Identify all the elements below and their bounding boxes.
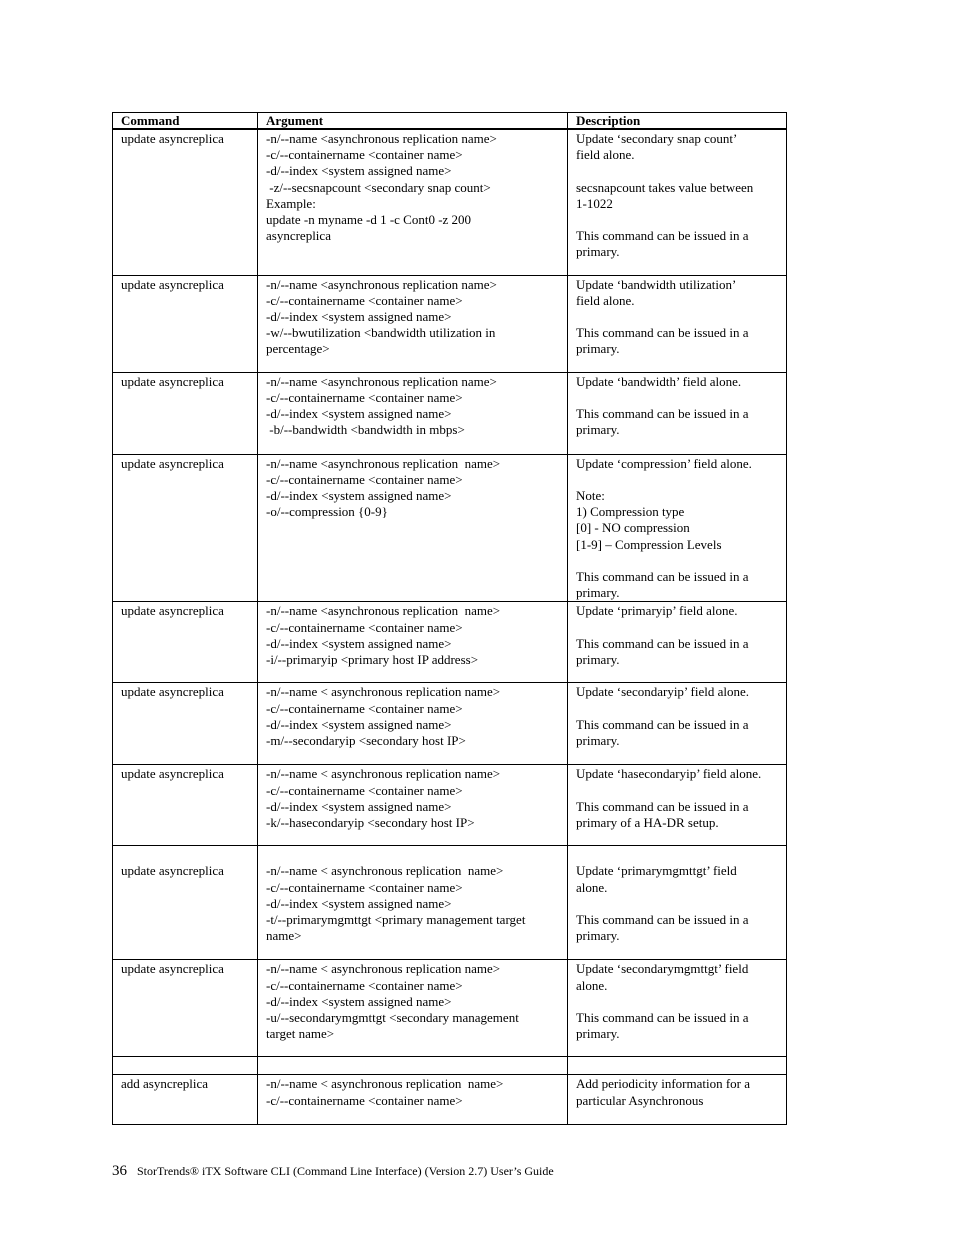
table-row	[113, 129, 787, 275]
description-line: Update ‘secondary snap count’	[576, 131, 738, 146]
table-row	[113, 765, 787, 846]
description-line: primary.	[576, 244, 620, 260]
argument-cell	[258, 454, 568, 602]
description-line	[576, 553, 778, 569]
description-line: primary.	[576, 585, 620, 601]
description-line: Update ‘bandwidth’ field alone.	[576, 373, 742, 389]
description-line: Update ‘primaryip’ field alone.	[576, 603, 738, 619]
description-line: primary of a HA-DR setup.	[576, 814, 719, 830]
table-row	[113, 960, 787, 1057]
argument-line: -n/--name < asynchronous replication name>	[266, 766, 501, 782]
command-cell	[113, 960, 258, 1057]
description-line	[576, 212, 778, 228]
command-cell	[113, 1075, 258, 1125]
command-cell	[113, 765, 258, 846]
description-line	[576, 620, 778, 636]
argument-line: -n/--name <asynchronous replication name>	[266, 603, 501, 619]
argument-line: -n/--name <asynchronous replication name>	[266, 373, 497, 389]
description-line: This command can be issued in a	[576, 911, 749, 927]
description-line: primary.	[576, 1026, 620, 1042]
table-row	[113, 602, 787, 683]
description-line: 1-1022	[576, 195, 613, 211]
footer-title: StorTrends® iTX Software CLI (Command Line Interface) (Version 2.7) User’s Guide	[137, 1164, 554, 1178]
argument-line: -z/--secsnapcount <secondary snap count>	[266, 179, 491, 195]
description-cell	[568, 683, 787, 765]
argument-line: name>	[266, 928, 302, 944]
description-line: Update ‘secondarymgmttgt’ field	[576, 961, 749, 977]
argument-line: -n/--name < asynchronous replication name>	[266, 1076, 504, 1092]
argument-line: -m/--secondaryip <secondary host IP>	[266, 732, 466, 748]
description-line	[576, 309, 778, 325]
description-line: secsnapcount takes value between	[576, 179, 754, 195]
description-cell	[568, 372, 787, 454]
description-cell	[568, 454, 787, 602]
description-cell	[568, 275, 787, 372]
description-line: This command can be issued in a	[576, 325, 749, 341]
description-line: Update ‘compression’ field alone.	[576, 455, 752, 471]
argument-cell	[258, 846, 568, 960]
command-cell	[113, 275, 258, 372]
argument-line: -n/--name < asynchronous replication name>	[266, 684, 501, 700]
header-description: Description	[568, 113, 787, 130]
command-cell	[113, 372, 258, 454]
header-argument: Argument	[258, 113, 568, 130]
argument-cell	[258, 602, 568, 683]
table-row	[113, 372, 787, 454]
argument-cell	[258, 129, 568, 275]
command-text: update asyncreplica	[121, 373, 224, 389]
description-line	[576, 472, 778, 488]
description-line: field alone.	[576, 147, 635, 163]
argument-line: -d/--index <system assigned name>	[266, 895, 452, 911]
description-line: 1) Compression type	[576, 504, 685, 520]
command-cell	[113, 454, 258, 602]
argument-line: -c/--containername <container name>	[266, 147, 463, 163]
description-line: primary.	[576, 341, 620, 357]
argument-line: -c/--containername <container name>	[266, 977, 463, 993]
description-cell	[568, 602, 787, 683]
argument-line: -d/--index <system assigned name>	[266, 635, 452, 651]
argument-line: update -n myname -d 1 -c Cont0 -z 200	[266, 212, 472, 228]
argument-line: -c/--containername <container name>	[266, 389, 463, 405]
description-line: Update ‘bandwidth utilization’	[576, 276, 737, 292]
command-cell	[113, 1057, 258, 1075]
command-cell	[113, 683, 258, 765]
argument-cell	[258, 683, 568, 765]
command-table	[112, 112, 787, 1125]
argument-line: -c/--containername <container name>	[266, 782, 463, 798]
argument-cell	[258, 275, 568, 372]
description-line: Add periodicity information for a	[576, 1076, 751, 1092]
argument-line: -n/--name < asynchronous replication name>	[266, 961, 501, 977]
argument-line: -i/--primaryip <primary host IP address>	[266, 651, 479, 667]
argument-cell	[258, 960, 568, 1057]
description-line: primary.	[576, 651, 620, 667]
description-line	[576, 163, 778, 179]
argument-line: -c/--containername <container name>	[266, 619, 463, 635]
argument-cell	[258, 1075, 568, 1125]
argument-line: -o/--compression {0-9}	[266, 504, 388, 520]
description-line: primary.	[576, 732, 620, 748]
command-cell	[113, 129, 258, 275]
description-cell	[568, 960, 787, 1057]
table-row	[113, 275, 787, 372]
command-text: update asyncreplica	[121, 276, 224, 292]
description-line	[576, 390, 778, 406]
table-header-row	[113, 113, 787, 130]
argument-line: -c/--containername <container name>	[266, 879, 463, 895]
description-line: alone.	[576, 879, 608, 895]
argument-line: -c/--containername <container name>	[266, 700, 463, 716]
description-line: field alone.	[576, 292, 635, 308]
argument-line: -c/--containername <container name>	[266, 292, 463, 308]
argument-line: -u/--secondarymgmttgt <secondary management	[266, 1009, 519, 1025]
argument-cell	[258, 1057, 568, 1075]
argument-line: -c/--containername <container name>	[266, 1092, 463, 1108]
description-line	[576, 896, 778, 912]
description-line: This command can be issued in a	[576, 798, 749, 814]
command-text: update asyncreplica	[121, 961, 224, 977]
description-line: This command can be issued in a	[576, 635, 749, 651]
command-text: update asyncreplica	[121, 131, 224, 146]
description-line: [1-9] – Compression Levels	[576, 536, 722, 552]
table-row	[113, 1057, 787, 1075]
argument-line: -n/--name <asynchronous replication name>	[266, 276, 497, 292]
command-cell	[113, 846, 258, 960]
description-cell	[568, 1075, 787, 1125]
command-text: add asyncreplica	[121, 1076, 208, 1092]
argument-line: -d/--index <system assigned name>	[266, 716, 452, 732]
description-line: This command can be issued in a	[576, 228, 749, 244]
description-line: alone.	[576, 977, 608, 993]
description-line: Note:	[576, 487, 605, 503]
table-row	[113, 1075, 787, 1125]
command-text: update asyncreplica	[121, 603, 224, 619]
argument-line: -c/--containername <container name>	[266, 471, 463, 487]
argument-line: -n/--name <asynchronous replication name>	[266, 131, 497, 146]
command-cell	[113, 602, 258, 683]
argument-line: Example:	[266, 195, 316, 211]
argument-line: -d/--index <system assigned name>	[266, 798, 452, 814]
description-line: This command can be issued in a	[576, 1009, 749, 1025]
argument-line: -n/--name <asynchronous replication name>	[266, 455, 501, 471]
description-line	[576, 994, 778, 1010]
argument-line: asyncreplica	[266, 228, 331, 244]
argument-line: percentage>	[266, 341, 330, 357]
description-line: primary.	[576, 422, 620, 438]
argument-line: -d/--index <system assigned name>	[266, 405, 452, 421]
argument-cell	[258, 372, 568, 454]
command-text: update asyncreplica	[121, 455, 224, 471]
description-line	[576, 701, 778, 717]
page-number: 36	[112, 1163, 127, 1179]
argument-line: -k/--hasecondaryip <secondary host IP>	[266, 814, 475, 830]
description-cell	[568, 1057, 787, 1075]
argument-cell	[258, 765, 568, 846]
argument-line: -d/--index <system assigned name>	[266, 993, 452, 1009]
command-text: update asyncreplica	[121, 766, 224, 782]
argument-line: target name>	[266, 1026, 335, 1042]
command-text	[121, 1058, 249, 1074]
description-cell	[568, 765, 787, 846]
description-line: particular Asynchronous	[576, 1092, 704, 1108]
argument-line: -w/--bwutilization <bandwidth utilization in	[266, 325, 496, 341]
table-row	[113, 454, 787, 602]
description-line: This command can be issued in a	[576, 405, 749, 421]
description-line: Update ‘secondaryip’ field alone.	[576, 684, 750, 700]
description-cell	[568, 846, 787, 960]
argument-line: -t/--primarymgmttgt <primary management target	[266, 911, 526, 927]
description-line: Update ‘hasecondaryip’ field alone.	[576, 766, 762, 782]
table-row	[113, 846, 787, 960]
header-command: Command	[113, 113, 258, 130]
description-line: primary.	[576, 928, 620, 944]
description-line: [0] - NO compression	[576, 520, 690, 536]
argument-line: -b/--bandwidth <bandwidth in mbps>	[266, 422, 465, 438]
description-line: This command can be issued in a	[576, 716, 749, 732]
description-line: This command can be issued in a	[576, 568, 749, 584]
table-row	[113, 683, 787, 765]
argument-line: -d/--index <system assigned name>	[266, 308, 452, 324]
page-footer	[112, 1163, 554, 1180]
description-line: Update ‘primarymgmttgt’ field	[576, 863, 737, 879]
description-cell	[568, 129, 787, 275]
description-line	[576, 783, 778, 799]
command-text: update asyncreplica	[121, 863, 224, 879]
argument-line: -d/--index <system assigned name>	[266, 487, 452, 503]
argument-line: -n/--name < asynchronous replication name>	[266, 863, 504, 879]
command-text: update asyncreplica	[121, 684, 224, 700]
argument-line: -d/--index <system assigned name>	[266, 163, 452, 179]
